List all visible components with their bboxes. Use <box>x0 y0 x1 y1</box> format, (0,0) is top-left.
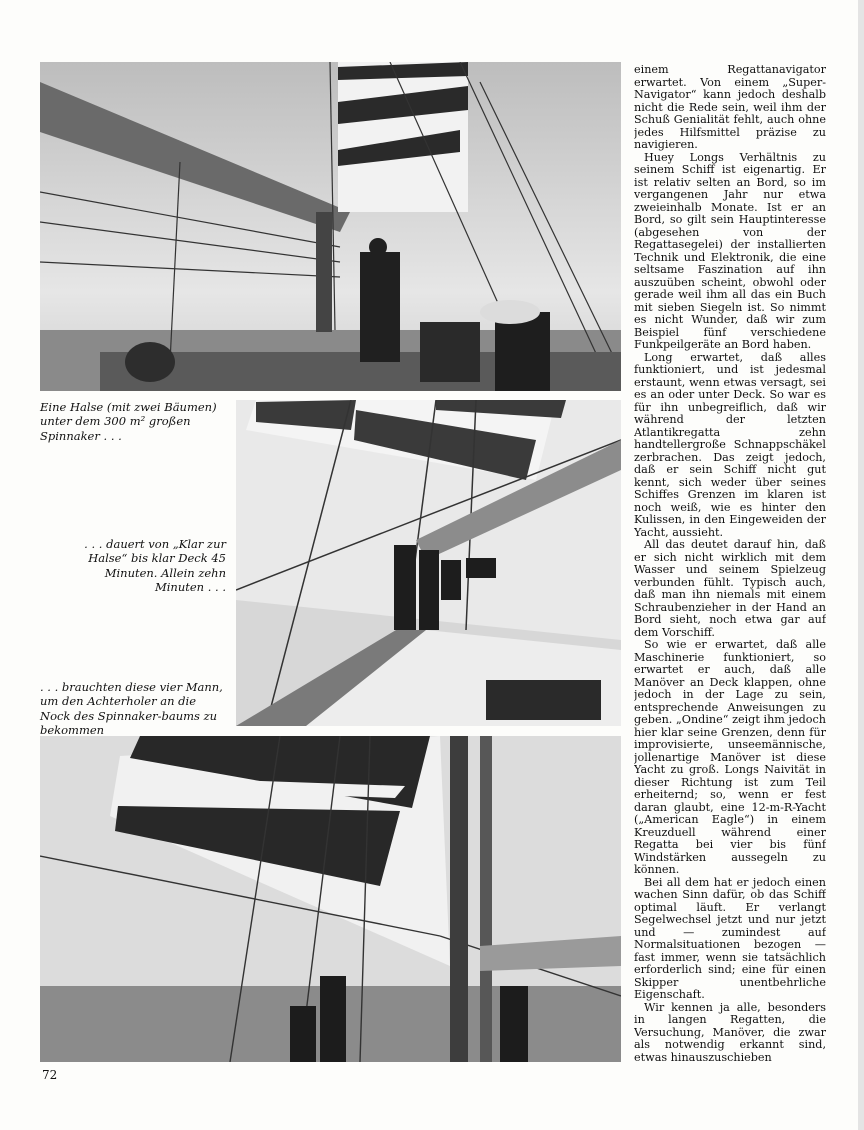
sailing-yacht-photo-icon <box>236 400 621 726</box>
caption-1: Eine Halse (mit zwei Bäumen) unter dem 300 m² großen Spinnaker . . . <box>40 400 217 443</box>
article-paragraph: Bei all dem hat er jedoch einen wachen Sinn dafür, ob das Schiff optimal läuft. Er verlangt Segelwechsel jetzt und nur jetzt und — zumindest auf Normalsituationen bezogen — fast immer, wenn sie tatsächlich erforderlich sind; eine für einen Skipper unentbehrliche Eigenschaft. <box>634 875 826 1001</box>
article-paragraph: So wie er erwartet, daß alle Maschinerie funktioniert, so erwartet er auch, daß alle Manöver an Deck klappen, ohne jedoch in der Lage zu sein, entsprechende Anweisungen zu geben. „Ondine“ zeigt ihm jedoch hier klar seine Grenzen, denn für improvisierte, unseemännische, jollenartige Manöver ist diese Yacht zu groß. Longs Naivität in dieser Richtung ist zum Teil erheiternd; so, wenn er fest daran glaubt, eine 12-m-R-Yacht („American Eagle“) in einem Kreuzduell während einer Regatta bei vier bis fünf Windstärken aussegeln zu können. <box>634 638 826 876</box>
caption-3: . . . brauchten diese vier Mann, um den Achterholer an die Nock des Spinnaker-baums zu bekommen <box>40 680 223 737</box>
article-paragraph: Huey Longs Verhältnis zu seinem Schiff ist eigenartig. Er ist relativ selten an Bord, so im vergangenen Jahr nur etwa zweieinhalb Monate. Ist er an Bord, so gilt sein Hauptinteresse (abgesehen von der Regattasegelei) der installierten Technik und Elektronik, die eine seltsame Faszination auf ihn auszuüben scheint, obwohl oder gerade weil ihm all das ein Buch mit sieben Siegeln ist. So nimmt es nicht Wunder, daß wir zum Beispiel fünf verschiedene Funkpeilgeräte an Bord haben. <box>634 150 826 351</box>
article-column <box>634 64 826 1066</box>
page-edge <box>858 0 864 1130</box>
article-paragraph: Long erwartet, daß alles funktioniert, und ist jedesmal erstaunt, wenn etwas versagt, sei es an oder unter Deck. So war es für ihn unbegreiflich, daß wir während der letzten Atlantikregatta zehn handtellergroße Schnappschäkel zerbrachen. Das zeigt jedoch, daß er sein Schiff nicht gut kennt, sich weder über seines Schiffes Grenzen im klaren ist noch weiß, wie es hinter den Kulissen, in den Eingeweiden der Yacht, aussieht. <box>634 350 826 539</box>
article-paragraph: All das deutet darauf hin, daß er sich nicht wirklich mit dem Wasser und seinem Spielzeug verbunden fühlt. Typisch auch, daß man ihn niemals mit einem Schraubenzieher in der Hand an Bord sieht, noch etwa gar auf dem Vorschiff. <box>634 538 826 639</box>
photo-bottom <box>40 736 621 1062</box>
sailing-yacht-photo-icon <box>40 736 621 1062</box>
article-paragraph: Wir kennen ja alle, besonders in langen Regatten, die Versuchung, Manöver, die zwar als notwendig erkannt sind, etwas hinauszuschieben <box>634 1000 826 1064</box>
photo-top <box>40 62 621 391</box>
photo-middle <box>236 400 621 726</box>
caption-2: . . . dauert von „Klar zur Halse“ bis klar Deck 45 Minuten. Allein zehn Minuten . . . <box>84 537 226 594</box>
sailing-yacht-photo-icon <box>40 62 621 391</box>
article-paragraph: einem Regattanavigator erwartet. Von einem „Super-Navigator“ kann jedoch deshalb nicht die Rede sein, weil ihm der Schuß Genialität fehlt, auch ohne jedes Hilfsmittel präzise zu navigieren. <box>634 64 826 151</box>
page-number: 72 <box>42 1068 58 1082</box>
